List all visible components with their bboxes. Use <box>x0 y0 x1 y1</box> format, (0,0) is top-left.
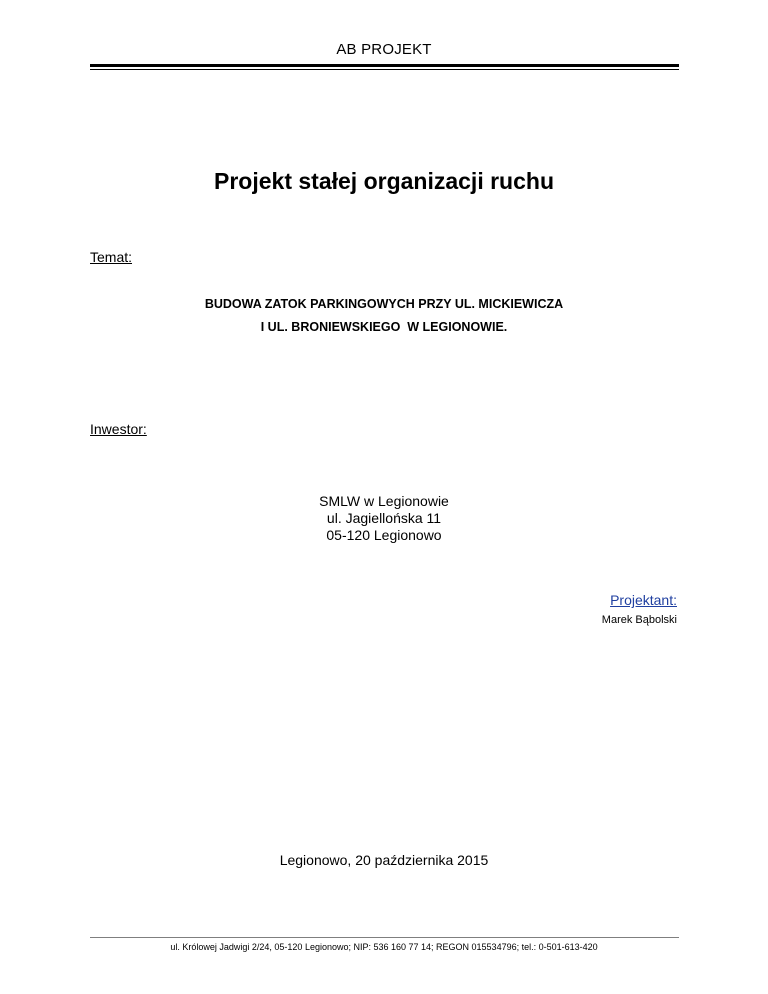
footer-contact-info: ul. Królowej Jadwigi 2/24, 05-120 Legionowo; NIP: 536 160 77 14; REGON 015534796; tel.: 0-501-613-420 <box>170 942 598 952</box>
investor-label: Inwestor: <box>90 421 147 437</box>
investor-name: SMLW w Legionowie <box>319 493 449 509</box>
subject-line-1: BUDOWA ZATOK PARKINGOWYCH PRZY UL. MICKIEWICZA <box>204 297 564 311</box>
document-title: Projekt stałej organizacji ruchu <box>214 168 554 194</box>
subject-line-2: I UL. BRONIEWSKIEGO W LEGIONOWIE. <box>260 320 508 334</box>
header-divider-thin <box>90 69 679 70</box>
header-company-name: AB PROJEKT <box>336 41 432 58</box>
designer-label: Projektant: <box>610 592 677 608</box>
header-divider-thick <box>90 64 679 67</box>
investor-city: 05-120 Legionowo <box>326 527 442 543</box>
designer-name: Marek Bąbolski <box>601 614 677 626</box>
investor-address <box>0 493 768 544</box>
investor-street: ul. Jagiellońska 11 <box>326 510 442 526</box>
place-and-date: Legionowo, 20 października 2015 <box>279 852 489 868</box>
subject-label: Temat: <box>90 249 133 265</box>
footer-divider <box>90 937 679 938</box>
